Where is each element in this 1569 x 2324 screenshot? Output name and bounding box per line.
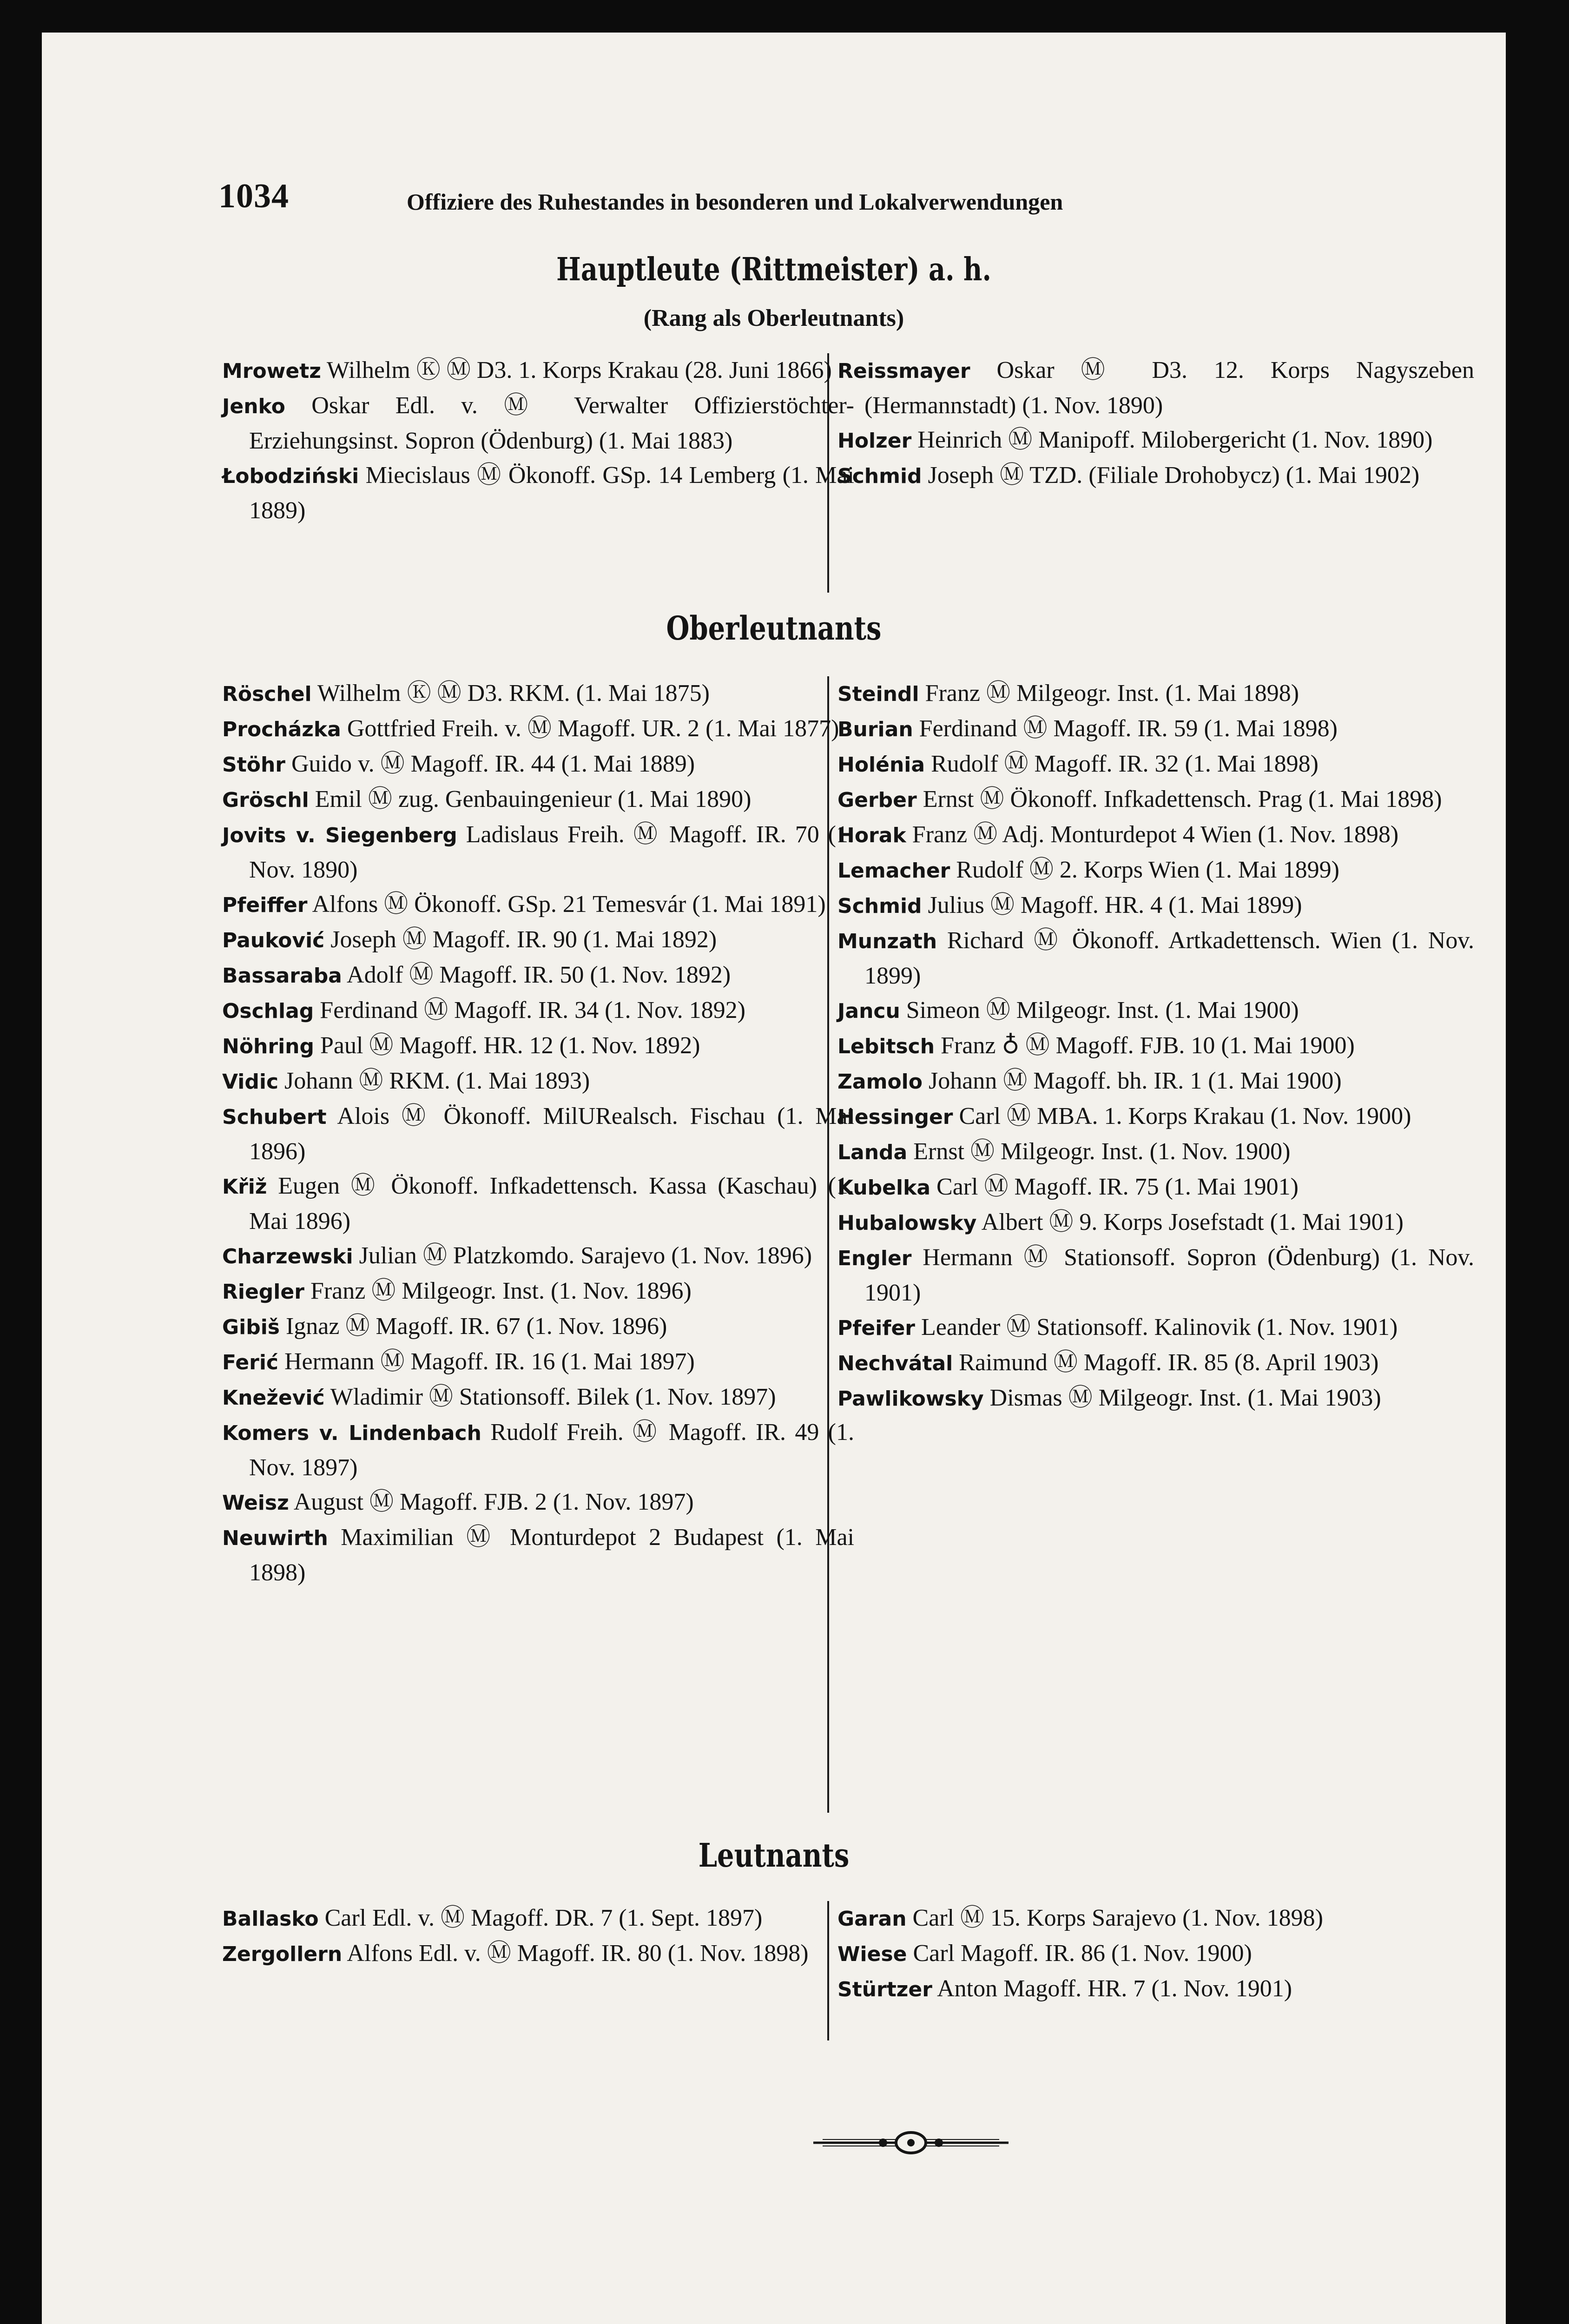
surname: Schmid xyxy=(837,464,922,488)
surname: Vidic xyxy=(222,1070,279,1094)
roster-entry xyxy=(222,1274,854,1309)
entry-details: Carl Edl. v. Ⓜ Magoff. DR. 7 (1. Sept. 1897) xyxy=(318,1905,763,1931)
surname: Pfeiffer xyxy=(222,893,308,917)
entry-details: August Ⓜ Magoff. FJB. 2 (1. Nov. 1897) xyxy=(289,1489,694,1515)
entry-details: Guido v. Ⓜ Magoff. IR. 44 (1. Mai 1889) xyxy=(285,751,695,777)
roster-entry xyxy=(222,1029,854,1064)
surname: Ballasko xyxy=(222,1907,319,1931)
roster-entry xyxy=(837,1346,1474,1381)
roster-entry xyxy=(837,888,1474,924)
ornament-rule-icon xyxy=(813,2126,1009,2159)
surname: Zergollern xyxy=(222,1942,343,1966)
surname: Lebitsch xyxy=(837,1035,935,1058)
roster-entry xyxy=(837,853,1474,888)
surname: Jancu xyxy=(837,999,900,1023)
entry-details: Anton Magoff. HR. 7 (1. Nov. 1901) xyxy=(932,1975,1292,2002)
surname: Mrowetz xyxy=(222,359,321,383)
roster-entry xyxy=(222,712,854,747)
entry-details: Julian Ⓜ Platzkomdo. Sarajevo (1. Nov. 1896) xyxy=(353,1242,812,1269)
entry-details: Rudolf Freih. Ⓜ Magoff. IR. 49 (1. Nov. 1897) xyxy=(249,1419,854,1481)
roster-entry xyxy=(222,1415,854,1485)
oberleutnants-right-column xyxy=(837,676,1474,1416)
entry-details: Wladimir Ⓜ Stationsoff. Bilek (1. Nov. 1897) xyxy=(324,1384,776,1410)
roster-entry xyxy=(837,1972,1474,2007)
surname: Gibiš xyxy=(222,1315,280,1339)
roster-entry xyxy=(222,1380,854,1415)
surname: Nechvátal xyxy=(837,1352,953,1375)
entry-details: Carl Ⓜ Magoff. IR. 75 (1. Mai 1901) xyxy=(930,1174,1299,1200)
entry-details: Wilhelm Ⓚ Ⓜ D3. 1. Korps Krakau (28. Juni 1866) xyxy=(321,357,832,383)
surname: Burian xyxy=(837,718,913,741)
surname: Riegler xyxy=(222,1280,304,1304)
entry-details: Dismas Ⓜ Milgeogr. Inst. (1. Mai 1903) xyxy=(983,1385,1381,1411)
entry-details: Julius Ⓜ Magoff. HR. 4 (1. Mai 1899) xyxy=(922,892,1302,918)
surname: Pauković xyxy=(222,929,325,952)
roster-entry xyxy=(837,1901,1474,1936)
roster-entry xyxy=(222,1064,854,1099)
entry-details: Franz ♁ Ⓜ Magoff. FJB. 10 (1. Mai 1900) xyxy=(935,1032,1355,1059)
entry-details: Ferdinand Ⓜ Magoff. IR. 34 (1. Nov. 1892) xyxy=(314,997,745,1023)
surname: Procházka xyxy=(222,718,341,741)
roster-entry xyxy=(837,1099,1474,1135)
surname: Pfeifer xyxy=(837,1316,915,1340)
leutnants-left-column xyxy=(222,1901,854,1972)
surname: Hubalowsky xyxy=(837,1211,977,1235)
entry-details: Miecislaus Ⓜ Ökonoff. GSp. 14 Lemberg (1. Mai 1889) xyxy=(249,462,854,524)
roster-entry xyxy=(837,423,1474,458)
entry-details: Oskar Edl. v. Ⓜ Verwalter Offizierstöchter-Erziehungsinst. Sopron (Ödenburg) (1. Mai 1883) xyxy=(249,392,854,454)
roster-entry xyxy=(222,353,854,389)
roster-entry xyxy=(837,712,1474,747)
surname: Bassaraba xyxy=(222,964,342,988)
roster-entry xyxy=(837,1170,1474,1205)
entry-details: Alfons Edl. v. Ⓜ Magoff. IR. 80 (1. Nov. 1898) xyxy=(342,1940,809,1967)
roster-entry xyxy=(837,1310,1474,1346)
section-title-leutnants: Leutnants xyxy=(698,1836,850,1875)
entry-details: Franz Ⓜ Adj. Monturdepot 4 Wien (1. Nov. 1898) xyxy=(906,821,1399,848)
entry-details: Rudolf Ⓜ 2. Korps Wien (1. Mai 1899) xyxy=(950,857,1339,883)
entry-details: Ignaz Ⓜ Magoff. IR. 67 (1. Nov. 1896) xyxy=(279,1313,667,1340)
surname: Hessinger xyxy=(837,1105,953,1129)
surname: Ferić xyxy=(222,1351,278,1374)
running-header: Offiziere des Ruhestandes in besonderen und Lokalverwendungen xyxy=(407,189,1063,215)
hauptleute-right-column xyxy=(837,353,1474,494)
roster-entry xyxy=(222,958,854,993)
surname: Landa xyxy=(837,1141,908,1164)
roster-entry xyxy=(222,1099,854,1169)
roster-entry xyxy=(222,887,854,923)
document-page xyxy=(42,33,1506,2324)
roster-entry xyxy=(222,389,854,458)
surname: Horak xyxy=(837,824,906,847)
entry-details: Hermann Ⓜ Magoff. IR. 16 (1. Mai 1897) xyxy=(278,1348,695,1375)
entry-details: Franz Ⓜ Milgeogr. Inst. (1. Mai 1898) xyxy=(919,680,1299,706)
entry-details: Ladislaus Freih. Ⓜ Magoff. IR. 70 (1. Nov. 1890) xyxy=(249,821,854,883)
surname: Komers v. Lindenbach xyxy=(222,1421,481,1445)
entry-details: Paul Ⓜ Magoff. HR. 12 (1. Nov. 1892) xyxy=(314,1032,700,1059)
surname: Holénia xyxy=(837,753,925,777)
roster-entry xyxy=(837,1029,1474,1064)
roster-entry xyxy=(222,1520,854,1590)
surname: Munzath xyxy=(837,930,937,953)
roster-entry xyxy=(837,818,1474,853)
roster-entry xyxy=(837,747,1474,782)
roster-entry xyxy=(222,1485,854,1520)
roster-entry xyxy=(222,1239,854,1274)
surname: Oschlag xyxy=(222,999,314,1023)
oberleutnants-left-column xyxy=(222,676,854,1590)
entry-details: Alfons Ⓜ Ökonoff. GSp. 21 Temesvár (1. Mai 1891) xyxy=(307,891,826,918)
roster-entry xyxy=(837,1936,1474,1972)
roster-entry xyxy=(837,1241,1474,1310)
surname: Nöhring xyxy=(222,1035,314,1058)
entry-details: Carl Ⓜ MBA. 1. Korps Krakau (1. Nov. 1900) xyxy=(953,1103,1411,1129)
surname: Charzewski xyxy=(222,1245,353,1268)
entry-details: Hermann Ⓜ Stationsoff. Sopron (Ödenburg) (1. Nov. 1901) xyxy=(864,1244,1474,1306)
surname: Schmid xyxy=(837,894,922,918)
surname: Jovits v. Siegenberg xyxy=(222,824,457,847)
roster-entry xyxy=(222,818,854,887)
roster-entry xyxy=(222,676,854,712)
entry-details: Alois Ⓜ Ökonoff. MilURealsch. Fischau (1. Mai 1896) xyxy=(249,1103,854,1165)
entry-details: Johann Ⓜ RKM. (1. Mai 1893) xyxy=(278,1068,590,1094)
surname: Pawlikowsky xyxy=(837,1387,984,1411)
roster-entry xyxy=(222,1901,854,1936)
entry-details: Raimund Ⓜ Magoff. IR. 85 (8. April 1903) xyxy=(953,1349,1379,1376)
roster-entry xyxy=(837,1135,1474,1170)
roster-entry xyxy=(837,924,1474,993)
entry-details: Wilhelm Ⓚ Ⓜ D3. RKM. (1. Mai 1875) xyxy=(311,680,710,706)
roster-entry xyxy=(837,1381,1474,1416)
roster-entry xyxy=(837,676,1474,712)
entry-details: Johann Ⓜ Magoff. bh. IR. 1 (1. Mai 1900) xyxy=(922,1068,1342,1094)
entry-details: Ernst Ⓜ Milgeogr. Inst. (1. Nov. 1900) xyxy=(907,1138,1291,1165)
entry-details: Leander Ⓜ Stationsoff. Kalinovik (1. Nov. 1901) xyxy=(915,1314,1398,1340)
surname: Knežević xyxy=(222,1386,325,1410)
entry-details: Carl Magoff. IR. 86 (1. Nov. 1900) xyxy=(907,1940,1252,1967)
entry-details: Emil Ⓜ zug. Genbauingenieur (1. Mai 1890) xyxy=(309,786,752,812)
surname: Křiž xyxy=(222,1175,267,1199)
surname: Wiese xyxy=(837,1942,907,1966)
surname: Zamolo xyxy=(837,1070,923,1094)
roster-entry xyxy=(837,1205,1474,1241)
surname: Kubelka xyxy=(837,1176,931,1200)
surname: Gerber xyxy=(837,788,917,812)
surname: Engler xyxy=(837,1247,912,1270)
entry-details: Ernst Ⓜ Ökonoff. Infkadettensch. Prag (1. Mai 1898) xyxy=(916,786,1442,812)
surname: Neuwirth xyxy=(222,1526,328,1550)
roster-entry xyxy=(222,747,854,782)
roster-entry xyxy=(222,923,854,958)
surname: Schubert xyxy=(222,1105,327,1129)
entry-details: Franz Ⓜ Milgeogr. Inst. (1. Nov. 1896) xyxy=(304,1278,692,1304)
section-title-hauptleute: Hauptleute (Rittmeister) a. h. xyxy=(556,251,991,288)
roster-entry xyxy=(837,353,1474,423)
roster-entry xyxy=(222,1169,854,1239)
entry-details: Oskar Ⓜ D3. 12. Korps Nagyszeben (Hermannstadt) (1. Nov. 1890) xyxy=(864,357,1474,419)
surname: Gröschl xyxy=(222,788,309,812)
section-title-oberleutnants: Oberleutnants xyxy=(666,609,882,647)
surname: Röschel xyxy=(222,682,312,706)
roster-entry xyxy=(837,993,1474,1029)
hauptleute-left-column xyxy=(222,353,854,528)
roster-entry xyxy=(837,1064,1474,1099)
leutnants-right-column xyxy=(837,1901,1474,2007)
surname: Steindl xyxy=(837,682,919,706)
entry-details: Rudolf Ⓜ Magoff. IR. 32 (1. Mai 1898) xyxy=(925,751,1318,777)
surname: Stöhr xyxy=(222,753,285,777)
roster-entry xyxy=(222,993,854,1029)
entry-details: Gottfried Freih. v. Ⓜ Magoff. UR. 2 (1. Mai 1877) xyxy=(341,715,839,742)
surname: Reissmayer xyxy=(837,359,970,383)
surname: Weisz xyxy=(222,1491,289,1515)
surname: Łobodziński xyxy=(222,464,359,488)
section-subtitle-hauptleute: (Rang als Oberleutnants) xyxy=(643,305,904,331)
entry-details: Carl Ⓜ 15. Korps Sarajevo (1. Nov. 1898) xyxy=(906,1905,1323,1931)
entry-details: Joseph Ⓜ TZD. (Filiale Drohobycz) (1. Mai 1902) xyxy=(922,462,1420,489)
entry-details: Richard Ⓜ Ökonoff. Artkadettensch. Wien (1. Nov. 1899) xyxy=(864,927,1474,989)
roster-entry xyxy=(837,782,1474,818)
roster-entry xyxy=(222,1936,854,1972)
surname: Jenko xyxy=(222,395,285,418)
roster-entry xyxy=(837,458,1474,494)
roster-entry xyxy=(222,782,854,818)
surname: Lemacher xyxy=(837,859,950,883)
entry-details: Albert Ⓜ 9. Korps Josefstadt (1. Mai 1901) xyxy=(976,1209,1404,1235)
roster-entry xyxy=(222,1345,854,1380)
surname: Stürtzer xyxy=(837,1978,932,2001)
entry-details: Eugen Ⓜ Ökonoff. Infkadettensch. Kassa (Kaschau) (1. Mai 1896) xyxy=(249,1173,854,1235)
surname: Garan xyxy=(837,1907,907,1931)
entry-details: Heinrich Ⓜ Manipoff. Milobergericht (1. Nov. 1890) xyxy=(911,427,1433,453)
page-number: 1034 xyxy=(218,177,289,215)
entry-details: Adolf Ⓜ Magoff. IR. 50 (1. Nov. 1892) xyxy=(342,962,731,988)
entry-details: Joseph Ⓜ Magoff. IR. 90 (1. Mai 1892) xyxy=(324,926,717,953)
entry-details: Maximilian Ⓜ Monturdepot 2 Budapest (1. Mai 1898) xyxy=(249,1524,854,1586)
roster-entry xyxy=(222,458,854,528)
entry-details: Simeon Ⓜ Milgeogr. Inst. (1. Mai 1900) xyxy=(900,997,1299,1023)
roster-entry xyxy=(222,1309,854,1345)
surname: Holzer xyxy=(837,429,912,453)
entry-details: Ferdinand Ⓜ Magoff. IR. 59 (1. Mai 1898) xyxy=(913,715,1338,742)
